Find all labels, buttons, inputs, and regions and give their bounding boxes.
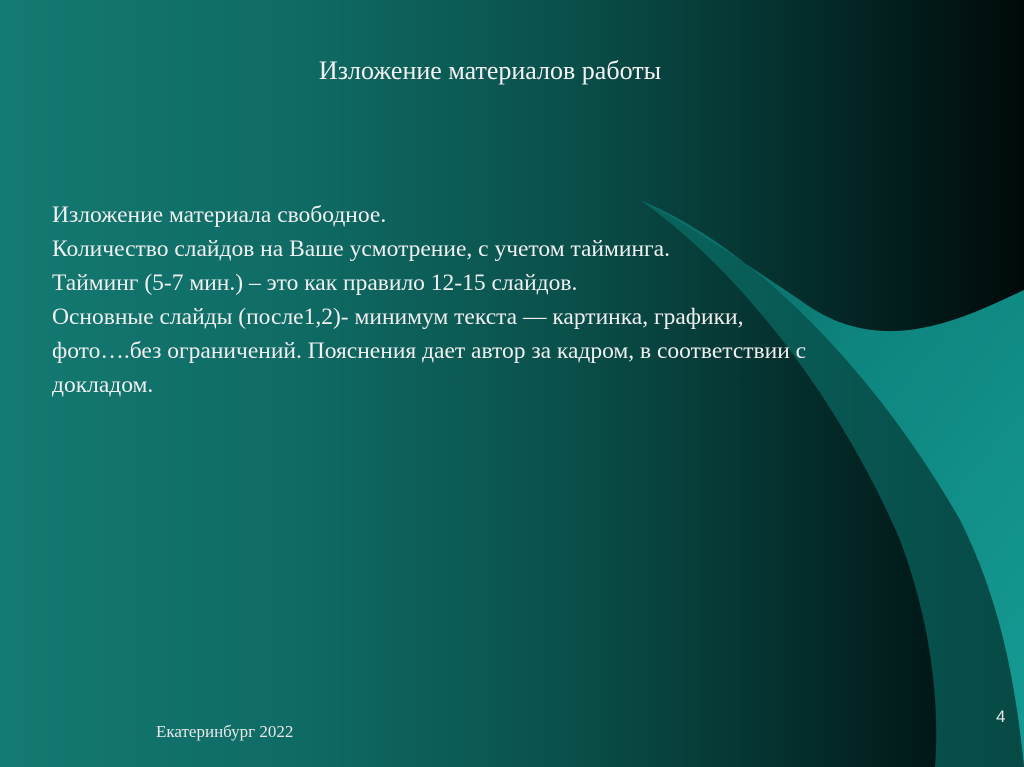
- slide-body: [52, 198, 992, 402]
- page-number: 4: [996, 707, 1006, 726]
- body-line: Изложение материала свободное.: [52, 202, 387, 228]
- body-line: Тайминг (5-7 мин.) – это как правило 12-15 слайдов.: [52, 270, 578, 296]
- body-line: Основные слайды (после1,2)- минимум текста — картинка, графики,: [52, 304, 744, 330]
- slide-footer: Екатеринбург 2022: [156, 722, 294, 741]
- body-line: Количество слайдов на Ваше усмотрение, с учетом тайминга.: [52, 236, 670, 262]
- body-line: докладом.: [52, 372, 154, 398]
- slide-title: Изложение материалов работы: [318, 56, 662, 85]
- body-line: фото….без ограничений. Пояснения дает автор за кадром, в соответствии с: [52, 338, 807, 364]
